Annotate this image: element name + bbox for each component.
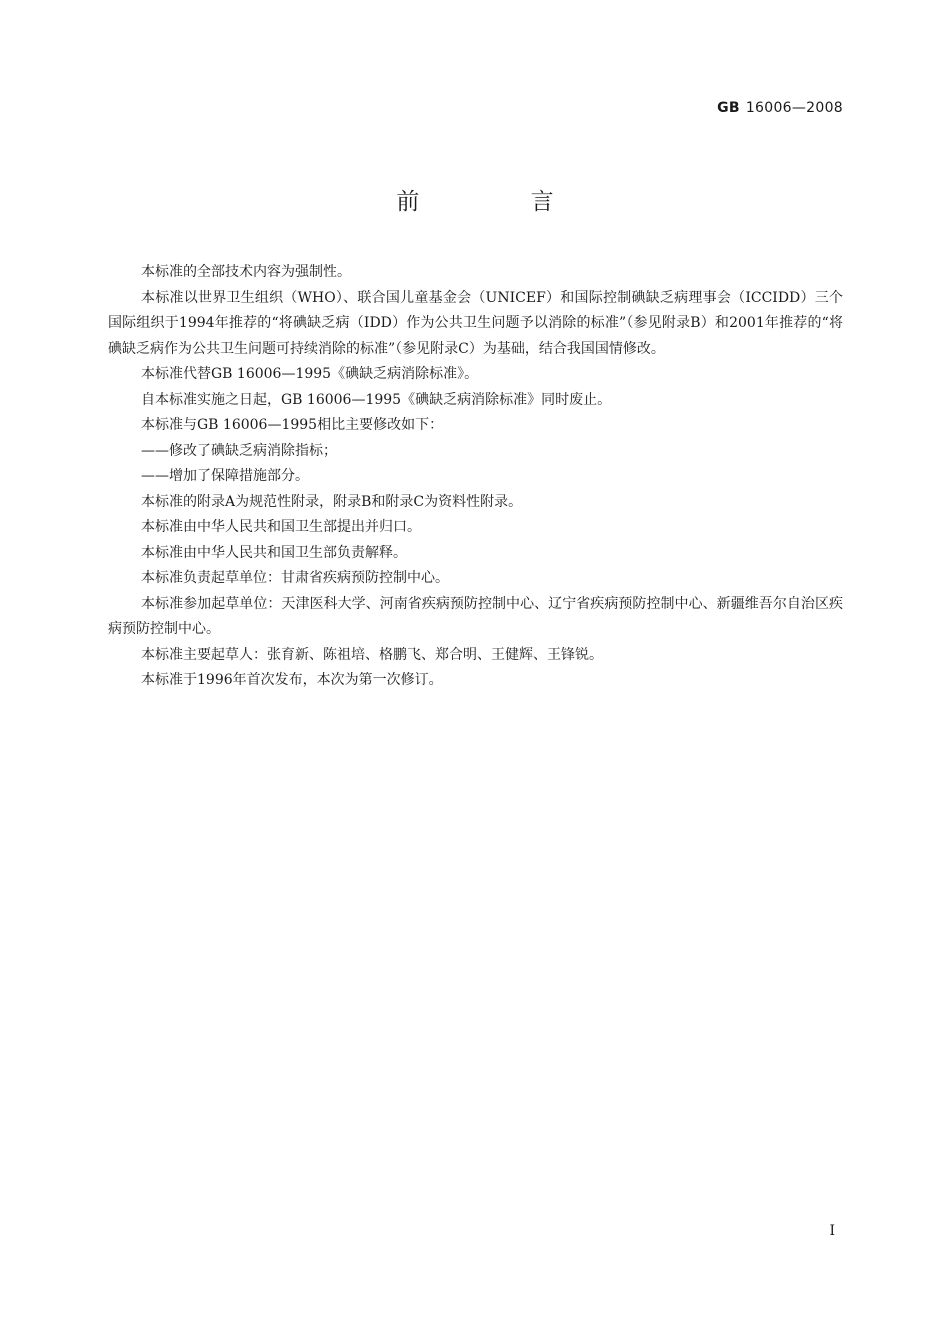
page-number: I xyxy=(829,1223,835,1239)
paragraph: 本标准的附录A为规范性附录，附录B和附录C为资料性附录。 xyxy=(141,493,523,510)
list-item: ——增加了保障措施部分。 xyxy=(141,468,309,484)
paragraph: 本标准代替GB 16006—1995《碘缺乏病消除标准》。 xyxy=(141,366,479,382)
paragraph: 本标准于1996年首次发布，本次为第一次修订。 xyxy=(141,672,443,688)
paragraph: 自本标准实施之日起，GB 16006—1995《碘缺乏病消除标准》同时废止。 xyxy=(141,391,612,408)
paragraph: 本标准与GB 16006—1995相比主要修改如下： xyxy=(141,417,444,433)
foreword-body xyxy=(108,260,843,694)
standard-prefix: GB xyxy=(717,100,740,116)
paragraph: 本标准参加起草单位：天津医科大学、河南省疾病预防控制中心、辽宁省疾病预防控制中心、新疆维吾尔自治区疾病预防控制中心。 xyxy=(108,595,843,637)
paragraph: 本标准的全部技术内容为强制性。 xyxy=(141,264,351,280)
paragraph: 本标准负责起草单位：甘肃省疾病预防控制中心。 xyxy=(141,570,449,586)
standard-number-header xyxy=(717,100,843,116)
paragraph: 本标准由中华人民共和国卫生部负责解释。 xyxy=(141,544,407,561)
paragraph: 本标准主要起草人：张育新、陈祖培、格鹏飞、郑合明、王健辉、王锋锐。 xyxy=(141,646,603,663)
standard-code: 16006—2008 xyxy=(745,100,843,116)
list-item: ——修改了碘缺乏病消除指标； xyxy=(141,442,337,459)
paragraph: 本标准由中华人民共和国卫生部提出并归口。 xyxy=(141,519,421,535)
page-title: 前 言 xyxy=(396,189,606,215)
paragraph: 本标准以世界卫生组织（WHO）、联合国儿童基金会（UNICEF）和国际控制碘缺乏病理事会（ICCIDD）三个国际组织于1994年推荐的“将碘缺乏病（IDD）作为公共卫生问题予以消除的标准”（参见附录B）和2001年推荐的“将碘缺乏病作为公共卫生问题可持续消除的标准”（参见附录C）为基础，结合我国国情修改。 xyxy=(108,289,843,357)
